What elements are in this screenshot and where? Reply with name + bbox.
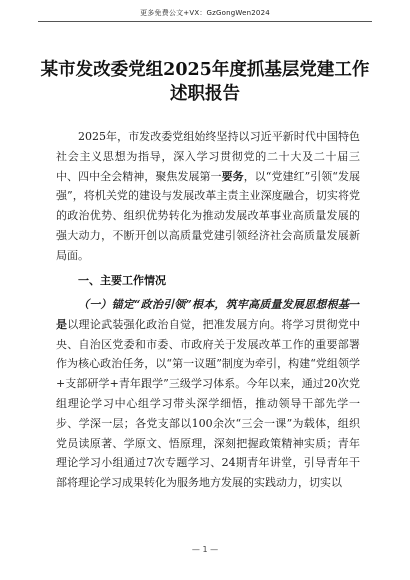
section-heading: 一、主要工作情况 [78, 274, 166, 287]
document-title: 某市发改委党组2025年度抓基层党建工作述职报告 [40, 60, 370, 104]
header-note: 更多免费公文+VX：GzGongWen2024 [140, 9, 270, 17]
header-divider [38, 21, 372, 22]
intro-text-a: 2025年，市发改委党组始终坚持以习近平新时代中国特色社会主义思想为指导，深入学习贯彻党的二十大及二十届三中、四中全会精神，聚焦发展第一 [56, 130, 360, 183]
intro-text-b: ，以“党建红”引领“发展强”，将机关党的建设与发展改革主责主业深度融合，切实将党的政治优势、组织优势转化为推动发展改革事业高质量发展的强大动力，不断开创以高质量党建引领经济社会高质量发展新局面。 [56, 169, 361, 262]
page-number: — 1 — [191, 545, 219, 554]
subsection-paragraph [56, 295, 360, 493]
subsection-lead: 一是 [56, 298, 360, 331]
intro-paragraph [56, 127, 360, 266]
subsection-heading: （一）锚定“政治引领”根本，筑牢高质量发展思想根基 [78, 298, 349, 311]
subsection-text: 以理论武装强化政治自觉，把准发展方向。将学习贯彻党中央、自治区党委和市委、市政府关于发展改革工作的重要部署作为核心政治任务，以“第一议题”制度为牵引，构建“党组领学+支部研学+青年跟学”三级学习体系。今年以来，通过20次党组理论学习中心组学习带头深学细悟，推动领导干部先学一步、学深一层；各党支部以100余次“三会一课”为载体，组织党员读原著、学原文、悟原理，深刻把握政策精神实质；青年理论学习小组通过7次专题学习、24期青年讲堂，引导青年干部将理论学习成果转化为服务地方发展的实践动力，切实以 [56, 317, 361, 490]
intro-bold-text: 要务 [221, 169, 244, 183]
